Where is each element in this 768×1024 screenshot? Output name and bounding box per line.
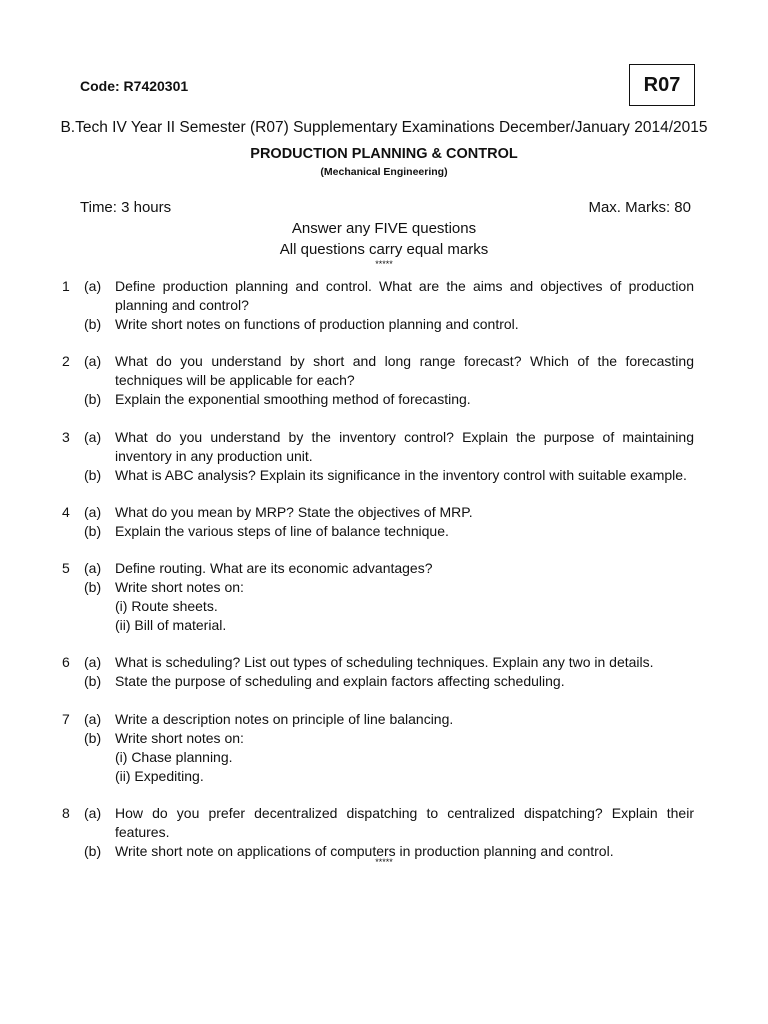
question-part [0,315,768,334]
question-part [0,352,768,390]
question-part [0,503,768,522]
question-number: 5 [62,560,70,576]
question-number: 8 [62,805,70,821]
question-number: 4 [62,504,70,520]
question-text: State the purpose of scheduling and explain factors affecting scheduling. [115,673,565,689]
question-part [0,710,768,729]
part-label: (a) [84,429,102,445]
question-text: What do you understand by short and long range forecast? Which of the forecasting techniques will be applicable for each? [115,353,694,388]
question-text: Define production planning and control. What are the aims and objectives of production planning and control? [115,278,694,313]
part-label: (a) [84,504,102,520]
question-part [0,729,768,748]
question-number: 3 [62,429,70,445]
exam-title: B.Tech IV Year II Semester (R07) Supplementary Examinations December/January 2014/2015 [60,119,708,136]
question-text: Write short notes on functions of production planning and control. [115,316,519,332]
question-text: Write short notes on: [115,730,244,746]
department: (Mechanical Engineering) [320,166,448,178]
part-label: (b) [84,730,102,746]
question-text: What do you understand by the inventory control? Explain the purpose of maintaining inventory in any production unit. [115,429,694,464]
part-label: (b) [84,391,102,407]
time-allowed: Time: 3 hours [80,199,172,216]
question-text: What is ABC analysis? Explain its significance in the inventory control with suitable example. [115,467,687,483]
sub-item: (i) Chase planning. [115,749,233,765]
question-part [0,578,768,597]
question-text: What is scheduling? List out types of scheduling techniques. Explain any two in details. [115,654,654,670]
instruction-answer: Answer any FIVE questions [291,220,477,237]
part-label: (a) [84,560,102,576]
sub-item: (ii) Bill of material. [115,617,227,633]
question-part [0,804,768,842]
question-4 [0,503,768,541]
question-number: 1 [62,278,70,294]
part-label: (b) [84,316,102,332]
separator-stars: ***** [375,259,393,269]
end-stars: ***** [375,857,393,867]
part-label: (b) [84,523,102,539]
subject-title: PRODUCTION PLANNING & CONTROL [250,146,518,162]
sub-item: (ii) Expediting. [115,768,204,784]
max-marks: Max. Marks: 80 [588,199,691,216]
question-6 [0,653,768,691]
question-7 [0,710,768,786]
question-3 [0,428,768,485]
regulation-box: R07 [629,64,695,106]
question-1 [0,277,768,334]
question-part [0,559,768,578]
question-part [0,428,768,466]
question-part [0,653,768,672]
part-label: (b) [84,467,102,483]
sub-item: (i) Route sheets. [115,598,218,614]
part-label: (b) [84,843,102,859]
question-part [0,672,768,691]
question-2 [0,352,768,409]
question-8 [0,804,768,861]
question-part [0,390,768,409]
part-label: (b) [84,673,102,689]
question-text: Explain the various steps of line of balance technique. [115,523,449,539]
question-text: What do you mean by MRP? State the objectives of MRP. [115,504,473,520]
part-label: (b) [84,579,102,595]
question-part [0,466,768,485]
part-label: (a) [84,278,102,294]
question-text: Write a description notes on principle of line balancing. [115,711,454,727]
question-number: 7 [62,711,70,727]
part-label: (a) [84,654,102,670]
question-text: Write short note on applications of computers in production planning and control. [115,843,614,859]
question-part [0,522,768,541]
question-number: 6 [62,654,70,670]
question-text: How do you prefer decentralized dispatching to centralized dispatching? Explain their features. [115,805,694,840]
question-number: 2 [62,353,70,369]
question-5 [0,559,768,635]
instruction-marks: All questions carry equal marks [279,241,489,258]
question-part [0,277,768,315]
part-label: (a) [84,711,102,727]
question-text: Define routing. What are its economic advantages? [115,560,433,576]
paper-code: Code: R7420301 [80,78,189,94]
question-text: Write short notes on: [115,579,244,595]
part-label: (a) [84,805,102,821]
question-text: Explain the exponential smoothing method of forecasting. [115,391,471,407]
part-label: (a) [84,353,102,369]
